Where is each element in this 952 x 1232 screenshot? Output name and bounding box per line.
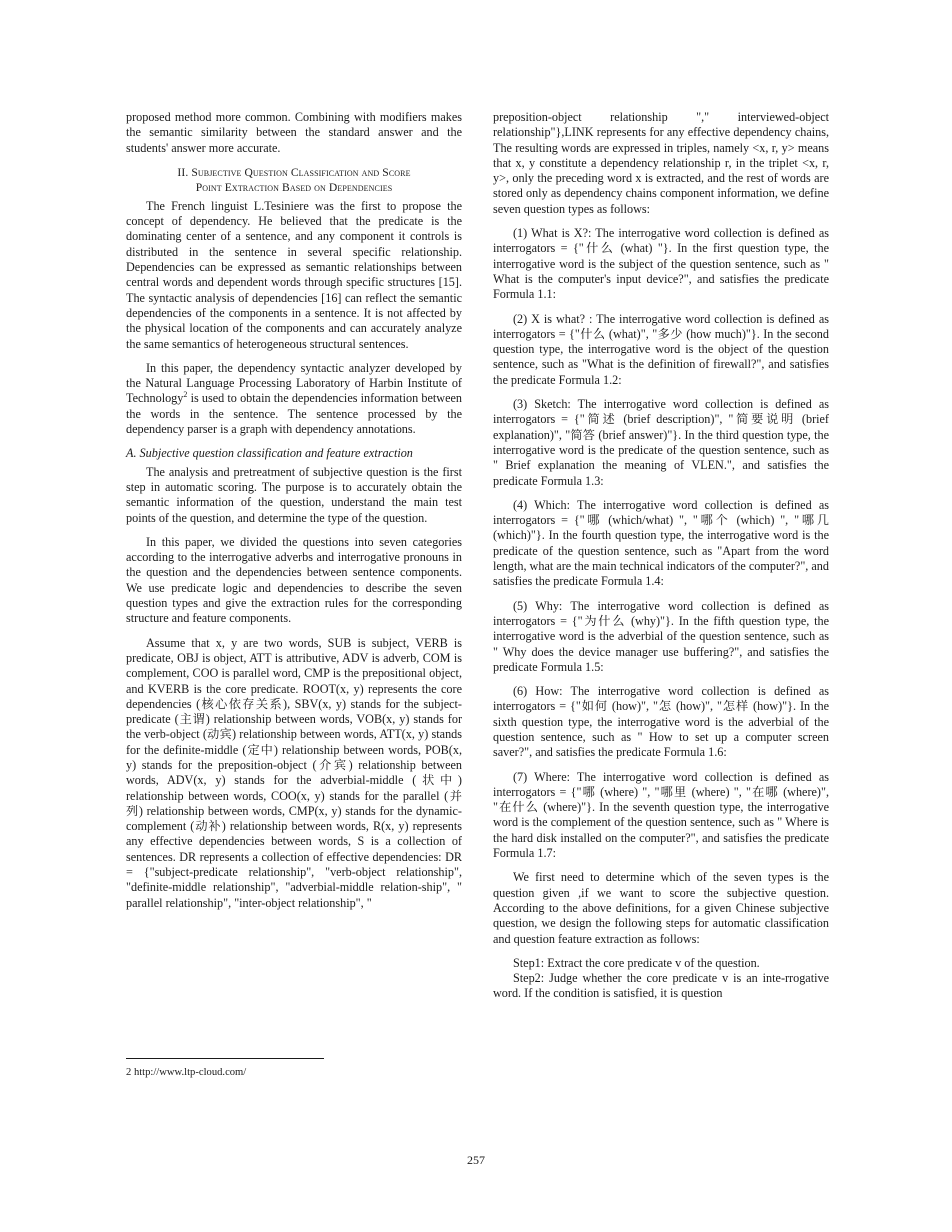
step-item: Step2: Judge whether the core predicate v is an inte-rrogative word. If the condition is satisfied, it is question — [493, 971, 829, 1001]
subsection-heading: A. Subjective question classification and feature extraction — [126, 446, 413, 461]
question-type-item: (2) X is what? : The interrogative word collection is defined as interrogators = {"什么 (what)", "多少 (how much)"}. In the second question type, the interrogative word is the object of the question sentence, such as "What is the definition of firewall?", and satisfies the predicate Formula 1.2: — [493, 311, 829, 387]
paragraph: The analysis and pretreatment of subjective question is the first step in automatic scoring. The purpose is to accurately obtain the semantic information of the question, understand the main test points of the question, and determine the type of the question. — [126, 464, 462, 525]
paragraph-text: In this paper, the dependency syntactic analyzer developed by the Natural Language Processing Laboratory of Harbin Institute of Technology — [126, 360, 462, 406]
step-item: Step1: Extract the core predicate v of the question. — [513, 955, 760, 970]
section-heading-line: II. Subjective Question Classification and Score — [177, 165, 411, 179]
paragraph: We first need to determine which of the seven types is the question given ,if we want to score the subjective question. According to the above definitions, for a given Chinese subjective question, we design the following steps for automatic classification and question feature extraction as follows: — [493, 870, 829, 946]
paragraph: The French linguist L.Tesiniere was the first to propose the concept of dependency. He believed that the predicate is the dominating center of a sentence, and any component it controls is distributed in the sentence in several specific relationship. Dependencies can be expressed as semantic relationships between central words and dependent words through specific structures [15]. The syntactic analysis of dependencies [16] can reflect the semantic dependencies of the components in a sentence. It is not affected by the physical location of the components and can accurately analyze the same semantics of heterogeneous structural sentences. — [126, 198, 462, 351]
question-type-item: (4) Which: The interrogative word collection is defined as interrogators = {"哪 (which/what) ", "哪个 (which) ", "哪几 (which)"}. In the fourth question type, the interrogative word is the predicate of the question sentence, such as "Apart from the word length, what are the main technical indicators of the computer?", and satisfies the predicate Formula 1.4: — [493, 497, 829, 589]
footnote: 2 http://www.ltp-cloud.com/ — [126, 1067, 247, 1078]
paragraph: Assume that x, y are two words, SUB is subject, VERB is predicate, OBJ is object, ATT is attributive, ADV is adverb, COM is complement, COO is parallel word, CMP is the prepositional object, and KVERB is the core predicate. ROOT(x, y) represents the core dependencies (核心依存关系), SBV(x, y) stands for the subject-predicate (主谓) relationship between words, VOB(x, y) stands for the verb-object (动宾) relationship between words, ATT(x, y) stands for the definite-middle (定中) relationship between words, POB(x, y) stands for the preposition-object (介宾) relationship between words, ADV(x, y) stands for the adverbial-middle (状中) relationship between words, COO(x, y) stands for the parallel (并列) relationship between words, CMP(x, y) stands for the dynamic-complement (动补) relationship between words, R(x, y) represents any effective dependencies between words, S is a collection of sentences. DR represents a collection of effective dependencies: DR = {"subject-predicate relationship", "verb-object relationship", "definite-middle relationship", "adverbial-middle relation-ship", " parallel relationship", "inter-object relationship", " — [126, 635, 462, 910]
page-number: 257 — [467, 1153, 485, 1167]
section-heading-line: Point Extraction Based on Dependencies — [195, 180, 393, 194]
paragraph: In this paper, we divided the questions into seven categories according to the interrogative adverbs and interrogative pronouns in the question and the dependencies between sentence components. We use predicate logic and dependencies to describe the seven question types and give the extraction rules for the corresponding structure and feature components. — [126, 534, 462, 626]
paragraph — [126, 361, 462, 437]
left-column — [126, 110, 462, 911]
section-heading — [126, 165, 462, 195]
question-type-item: (1) What is X?: The interrogative word collection is defined as interrogators = {"什么 (what) "}. In the first question type, the interrogative word is the subject of the question sentence, such as " What is the computer's input device?", and satisfies the predicate Formula 1.1: — [493, 226, 829, 302]
question-type-item: (6) How: The interrogative word collection is defined as interrogators = {"如何 (how)", "怎 (how)", "怎样 (how)"}. In the sixth question type, the interrogative word is the adverbial of the question sentence, such as " How to set up a computer screen saver?", and satisfies the predicate Formula 1.6: — [493, 684, 829, 760]
question-type-item: (7) Where: The interrogative word collection is defined as interrogators = {"哪 (where) ", "哪里 (where) ", "在哪 (where)", "在什么 (where)"}. In the seventh question type, the interrogative word is the complement of the question sentence, such as " Where is the hard disk installed on the computer?", and satisfies the predicate Formula 1.7: — [493, 769, 829, 861]
paragraph-text: is used to obtain the dependencies information between the words in the sentence. The sentence processed by the dependency parser is a graph with dependency annotations. — [126, 391, 462, 437]
right-column — [493, 110, 829, 1002]
footnote-divider — [126, 1058, 324, 1059]
paragraph: proposed method more common. Combining with modifiers makes the semantic similarity between the standard answer and the students' answer more accurate. — [126, 110, 462, 155]
question-type-item: (3) Sketch: The interrogative word collection is defined as interrogators = {"简述 (brief description)", "简要说明 (brief explanation)", "简答 (brief answer)"}. In the third question type, the interrogative word is the predicate of the question sentence, such as " Brief explanation the meaning of VLEN.", and satisfies the predicate Formula 1.3: — [493, 397, 829, 488]
footnote-marker: 2 — [183, 390, 188, 400]
paragraph: preposition-object relationship "," interviewed-object relationship"},LINK represents for any effective dependency chains, The resulting words are expressed in triples, namely <x, r, y> means that x, y constitute a dependency relationship r, in the triplet <x, r, y>, only the preceding word x is extracted, and the rest of words are stored only as dependency chains component information, we define seven question types as follows: — [493, 110, 829, 216]
question-type-item: (5) Why: The interrogative word collection is defined as interrogators = {"为什么 (why)"}. In the fifth question type, the interrogative word is the adverbial of the question sentence, such as " Why does the device manager use buffering?", and satisfies the predicate Formula 1.5: — [493, 598, 829, 674]
